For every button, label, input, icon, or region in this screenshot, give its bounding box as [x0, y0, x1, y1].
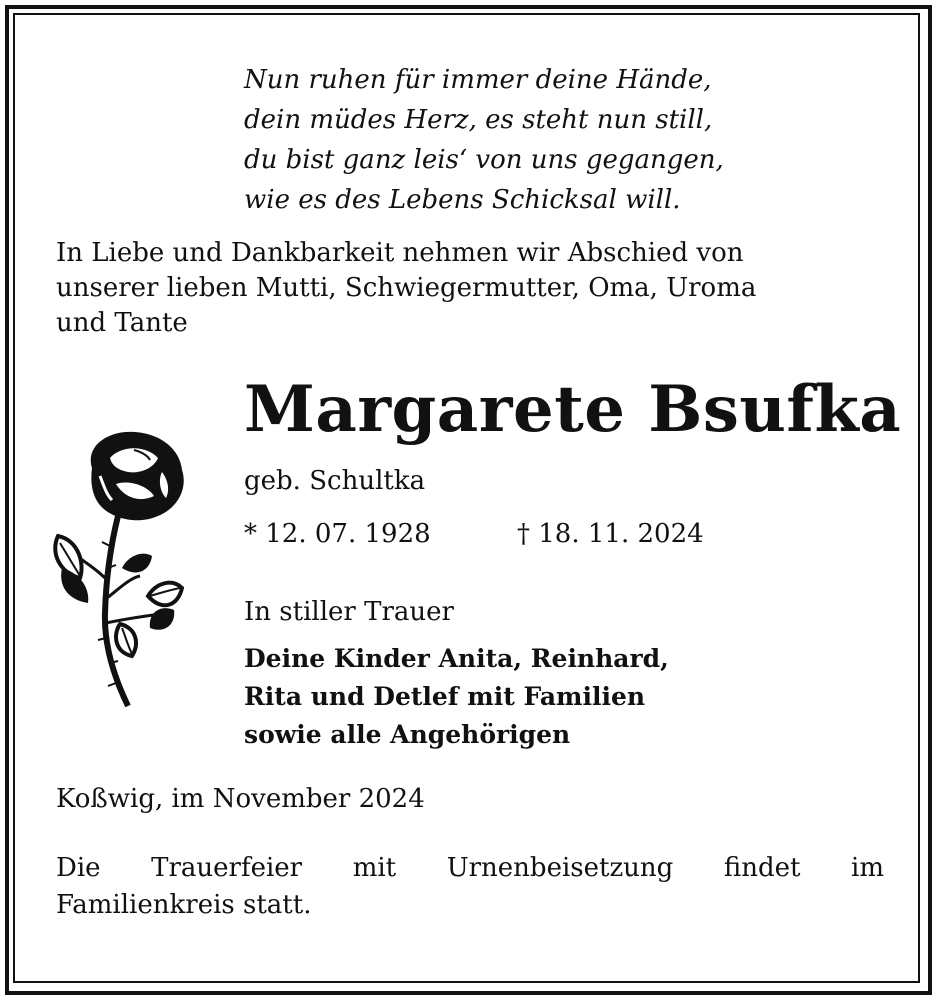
ceremony-word: im [851, 853, 884, 883]
rose-icon [50, 428, 190, 713]
mourners-line: sowie alle Angehörigen [244, 720, 571, 749]
intro-text [56, 236, 884, 341]
birth-date: * 12. 07. 1928 [244, 519, 431, 549]
intro-line: In Liebe und Dankbarkeit nehmen wir Abschied von [56, 238, 744, 268]
place-date: Koßwig, im November 2024 [56, 784, 425, 814]
ceremony-word: mit [352, 853, 397, 883]
ceremony-word: Urnenbeisetzung [446, 853, 674, 883]
deceased-name: Margarete Bsufka [244, 372, 902, 447]
mourners-line: Deine Kinder Anita, Reinhard, [244, 644, 669, 673]
birth-name: geb. Schultka [244, 466, 426, 496]
ceremony-line [56, 853, 884, 883]
mourning-heading: In stiller Trauer [244, 597, 454, 627]
poem [244, 60, 724, 220]
intro-line: und Tante [56, 308, 188, 338]
mourners-line: Rita und Detlef mit Familien [244, 682, 646, 711]
mourners [244, 640, 669, 754]
ceremony-word: findet [723, 853, 801, 883]
death-date: † 18. 11. 2024 [517, 519, 704, 549]
poem-line: du bist ganz leis‘ von uns gegangen, [244, 145, 724, 175]
poem-line: Nun ruhen für immer deine Hände, [244, 65, 712, 95]
poem-line: wie es des Lebens Schicksal will. [244, 185, 681, 215]
poem-line: dein müdes Herz, es steht nun still, [244, 105, 713, 135]
ceremony-word: Die [56, 853, 101, 883]
ceremony-word: Trauerfeier [151, 853, 303, 883]
intro-line: unserer lieben Mutti, Schwiegermutter, Oma, Uroma [56, 273, 757, 303]
ceremony-line: Familienkreis statt. [56, 890, 312, 920]
